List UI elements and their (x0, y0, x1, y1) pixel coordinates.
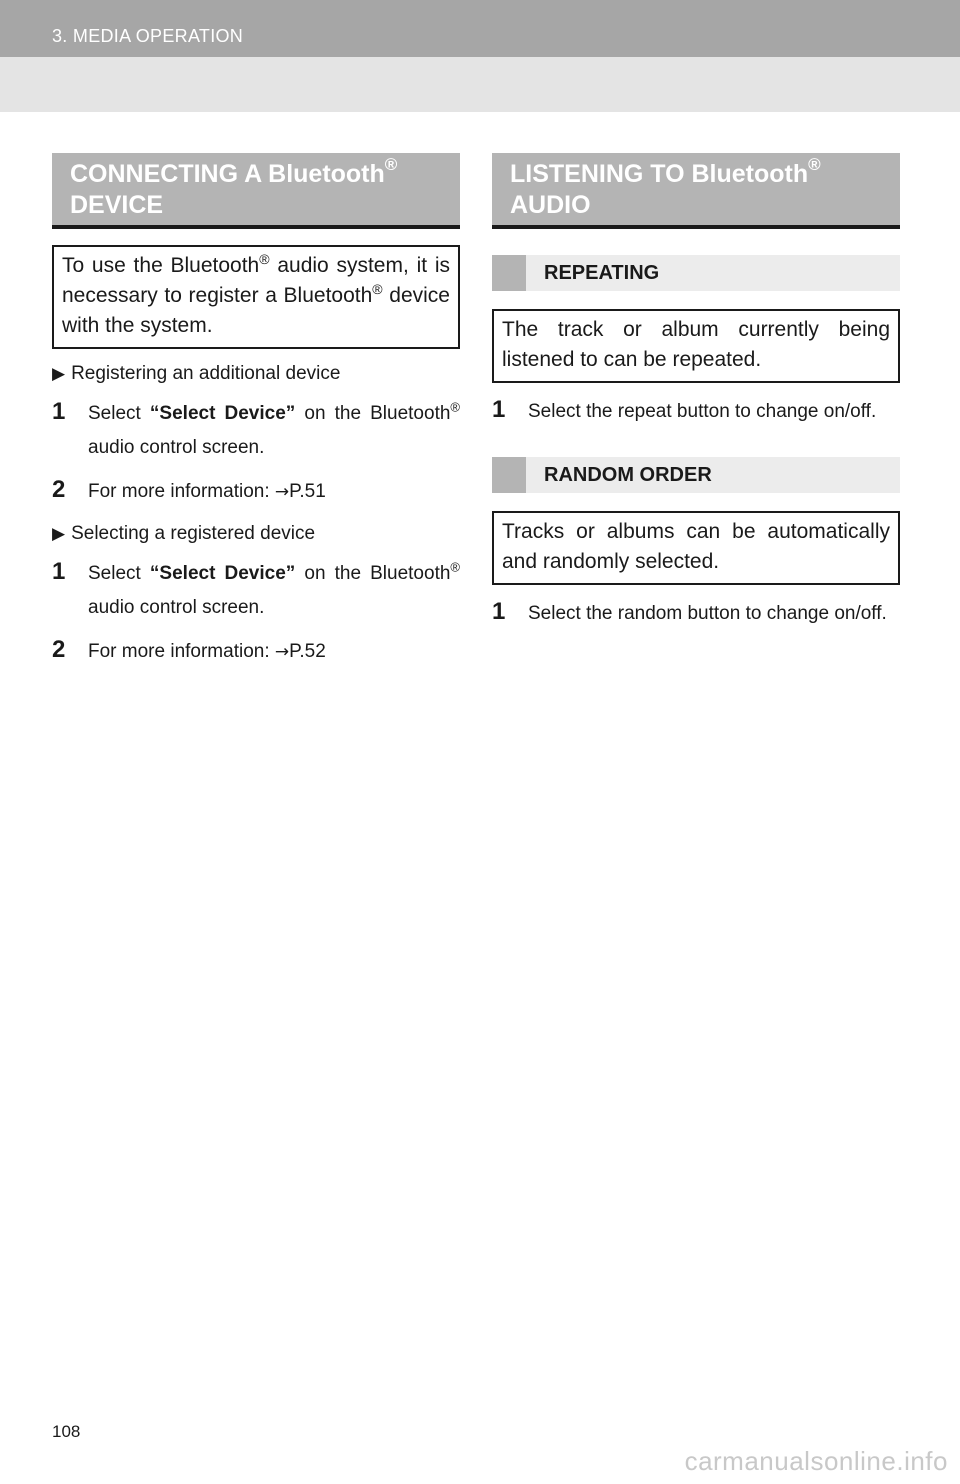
subheading-registering: ▶ Registering an additional device (52, 361, 460, 387)
chapter-title: 3. MEDIA OPERATION (52, 26, 244, 46)
step-1-random: 1 Select the random button to change on/off. (492, 598, 887, 625)
step-1-repeat: 1 Select the repeat button to change on/off. (492, 396, 877, 423)
triangle-right-icon: ▶ (52, 364, 66, 383)
step-2-select: 2 For more information: →P.52 (52, 636, 326, 663)
note-box-random: Tracks or albums can be automatically and randomly selected. (492, 511, 900, 585)
note-box-register: To use the Bluetooth® audio system, it is necessary to register a Bluetooth® device with the system. (52, 245, 460, 349)
step-1-register: 1 Select “Select Device” on the Bluetooth® audio control screen. (52, 398, 461, 458)
step-1-select: 1 Select “Select Device” on the Bluetooth® audio control screen. (52, 558, 461, 618)
section-heading-listening: LISTENING TO Bluetooth® AUDIO (492, 153, 900, 229)
page-number: 108 (52, 1422, 81, 1441)
subheading-random-order: RANDOM ORDER (492, 457, 900, 493)
step-2-register: 2 For more information: →P.51 (52, 476, 326, 503)
page-reference-link[interactable]: P.51 (289, 481, 326, 502)
section-heading-connecting: CONNECTING A Bluetooth® DEVICE (52, 153, 460, 229)
page-reference-link[interactable]: P.52 (289, 641, 326, 662)
header-subband (0, 57, 960, 112)
subheading-selecting: ▶ Selecting a registered device (52, 521, 460, 547)
subheading-repeating: REPEATING (492, 255, 900, 291)
triangle-right-icon: ▶ (52, 524, 66, 543)
watermark: carmanualsonline.info (684, 1446, 948, 1476)
left-column (52, 153, 460, 669)
right-column (492, 153, 900, 631)
right-arrow-icon: → (274, 482, 290, 502)
note-box-repeating: The track or album currently being listened to can be repeated. (492, 309, 900, 383)
right-arrow-icon: → (274, 642, 290, 662)
